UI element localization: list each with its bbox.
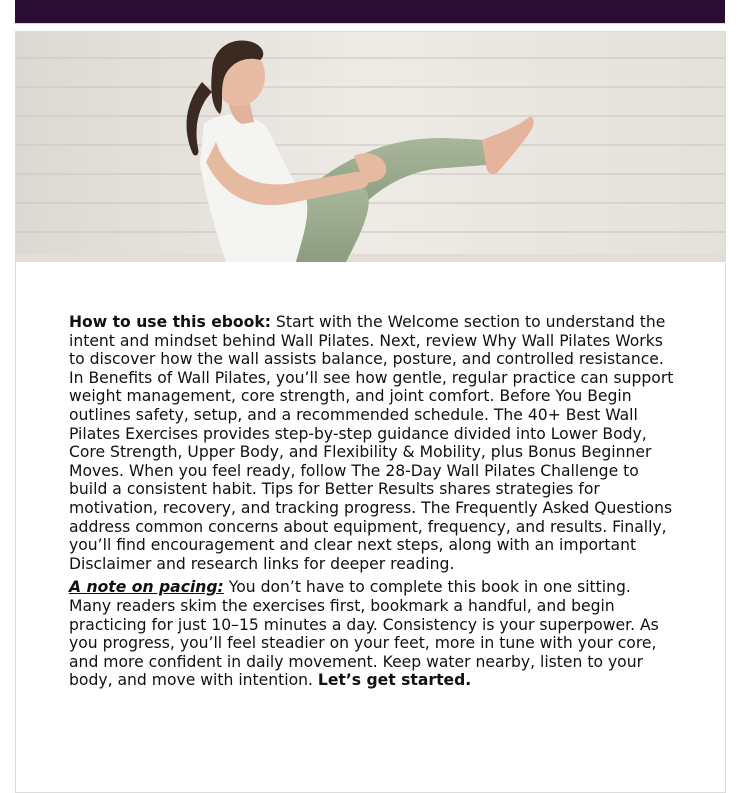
pilates-photo-illustration (16, 32, 725, 262)
how-to-use-paragraph (69, 313, 674, 573)
intro-text-block (69, 313, 674, 690)
ebook-page (15, 31, 726, 793)
pacing-note-body: You don’t have to complete this book in one sitting. Many readers skim the exercises first, bookmark a handful, and begin practicing for just 10–15 minutes a day. Consistency is your superpower. As you progress, you’ll feel steadier on your feet, more in tune with your core, and more confident in daily movement. Keep water nearby, listen to your body, and move with intention. (69, 578, 659, 690)
how-to-use-body: Start with the Welcome section to understand the intent and mindset behind Wall Pilates. Next, review Why Wall Pilates Works to discover how the wall assists balance, posture, and controlled resistance. In Benefits of Wall Pilates, you’ll see how gentle, regular practice can support weight management, core strength, and joint comfort. Before You Begin outlines safety, setup, and a recommended schedule. The 40+ Best Wall Pilates Exercises provides step-by-step guidance divided into Lower Body, Core Strength, Upper Body, and Flexibility & Mobility, plus Bonus Beginner Moves. When you feel ready, follow The 28-Day Wall Pilates Challenge to build a consistent habit. Tips for Better Results shares strategies for motivation, recovery, and tracking progress. The Frequently Asked Questions address common concerns about equipment, frequency, and results. Finally, you’ll find encouragement and clear next steps, along with an important Disclaimer and research links for deeper reading. (69, 313, 674, 573)
how-to-use-label: How to use this ebook: (69, 313, 271, 331)
hero-image (16, 32, 725, 262)
closing-line: Let’s get started. (317, 671, 472, 690)
pacing-paragraph (69, 578, 674, 690)
header-bar (15, 0, 725, 23)
header-divider (15, 23, 725, 24)
pacing-note-label: A note on pacing: (69, 578, 224, 597)
